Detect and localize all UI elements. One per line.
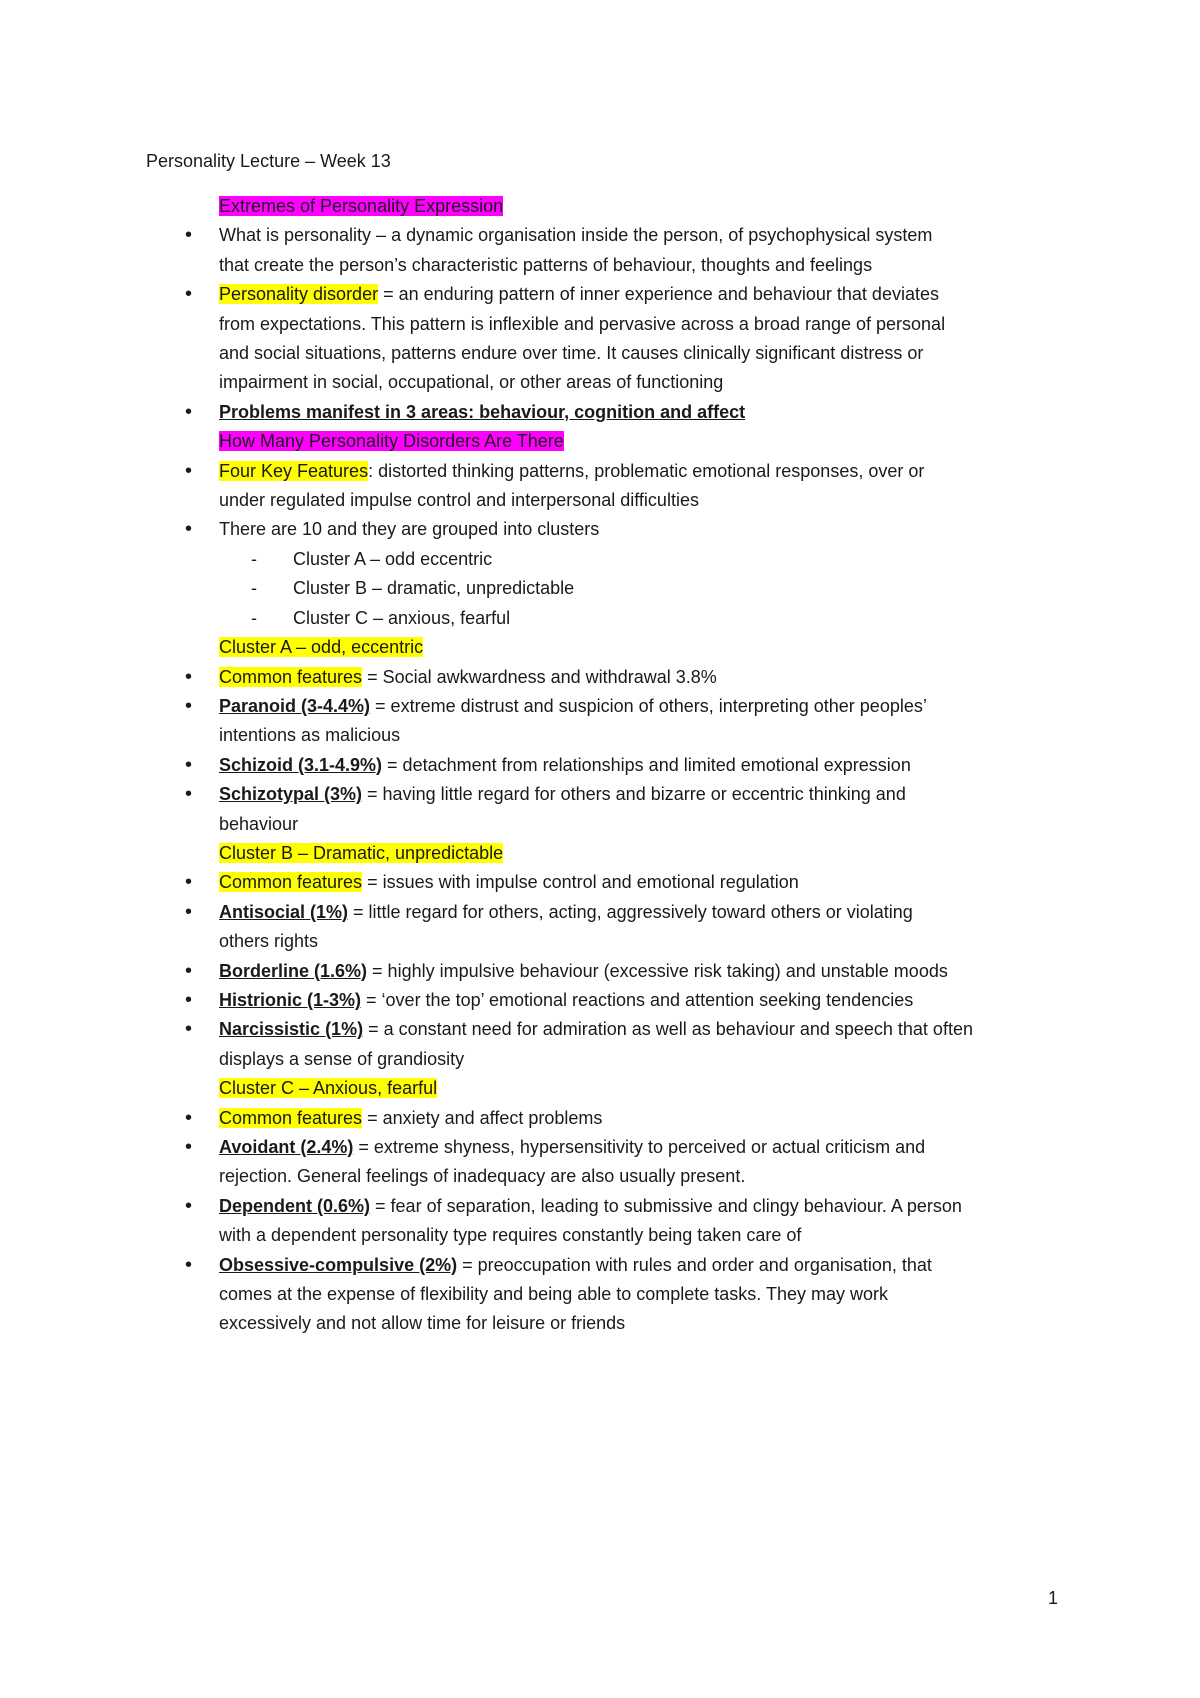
heading-text: Cluster A – odd, eccentric bbox=[219, 637, 424, 658]
term-bold: Avoidant (2.4%) bbox=[219, 1137, 354, 1157]
list-item-continuation: intentions as malicious bbox=[219, 725, 401, 746]
heading-text: Extremes of Personality Expression bbox=[219, 196, 504, 216]
list-item bbox=[219, 1015, 1099, 1044]
sub-list-item: - Cluster A – odd eccentric bbox=[219, 545, 1099, 574]
list-item bbox=[219, 280, 1099, 309]
list-item-continuation: others rights bbox=[219, 931, 319, 952]
term-bold: Schizoid (3.1-4.9%) bbox=[219, 754, 383, 775]
term-highlight: Personality disorder bbox=[219, 284, 379, 305]
list-item bbox=[219, 868, 1099, 897]
definition-text: = a constant need for admiration as well as behaviour and speech that often bbox=[363, 1019, 973, 1040]
term-bold: Schizotypal (3%) bbox=[219, 784, 363, 805]
list-item bbox=[219, 986, 1099, 1015]
list-item-continuation: impairment in social, occupational, or other areas of functioning bbox=[219, 372, 724, 393]
list-item: • There are 10 and they are grouped into clusters bbox=[219, 515, 1099, 544]
heading-text: Cluster B – Dramatic, unpredictable bbox=[219, 842, 504, 863]
list-item bbox=[219, 751, 1099, 780]
sub-list-item: - Cluster C – anxious, fearful bbox=[219, 604, 1099, 633]
term-bold: Histrionic (1-3%) bbox=[219, 989, 362, 1010]
term-highlight: Common features bbox=[219, 872, 363, 893]
term-highlight: Common features bbox=[219, 666, 363, 687]
list-item-continuation: that create the person’s characteristic patterns of behaviour, thoughts and feelings bbox=[219, 254, 873, 275]
definition-text: = extreme distrust and suspicion of others, interpreting other peoples’ bbox=[370, 695, 927, 716]
document-title: Personality Lecture – Week 13 bbox=[146, 151, 391, 171]
definition-text: = highly impulsive behaviour (excessive risk taking) and unstable moods bbox=[367, 960, 948, 981]
list-item bbox=[219, 1192, 1099, 1221]
definition-text: = preoccupation with rules and order and organisation, that bbox=[457, 1254, 932, 1275]
section-heading bbox=[219, 839, 1099, 868]
list-item bbox=[219, 1133, 1099, 1162]
list-item-continuation: comes at the expense of flexibility and being able to complete tasks. They may work bbox=[219, 1284, 889, 1305]
definition-text: : distorted thinking patterns, problematic emotional responses, over or bbox=[368, 460, 925, 481]
list-item bbox=[219, 663, 1099, 692]
term-bold: Narcissistic (1%) bbox=[219, 1019, 364, 1040]
list-item bbox=[219, 692, 1099, 721]
list-item-continuation: with a dependent personality type requires constantly being taken care of bbox=[219, 1225, 802, 1246]
list-item bbox=[219, 957, 1099, 986]
list-item bbox=[219, 780, 1099, 809]
document-body bbox=[219, 192, 1099, 1339]
heading-text: How Many Personality Disorders Are There bbox=[219, 431, 564, 452]
list-item bbox=[219, 1251, 1099, 1280]
section-heading bbox=[219, 427, 1099, 456]
list-item-continuation: under regulated impulse control and interpersonal difficulties bbox=[219, 490, 699, 511]
list-item bbox=[219, 1104, 1099, 1133]
section-heading bbox=[219, 633, 1099, 662]
definition-text: = an enduring pattern of inner experience and behaviour that deviates bbox=[378, 284, 939, 305]
list-item-continuation: excessively and not allow time for leisure or friends bbox=[219, 1313, 626, 1334]
definition-text: = Social awkwardness and withdrawal 3.8% bbox=[362, 666, 717, 687]
bold-underlined-text: Problems manifest in 3 areas: behaviour, cognition and affect bbox=[219, 401, 746, 422]
definition-text: = detachment from relationships and limited emotional expression bbox=[382, 754, 911, 775]
definition-text: = extreme shyness, hypersensitivity to perceived or actual criticism and bbox=[353, 1137, 926, 1157]
list-item-continuation: rejection. General feelings of inadequacy are also usually present. bbox=[219, 1166, 746, 1187]
section-heading bbox=[219, 192, 1099, 221]
heading-text: Cluster C – Anxious, fearful bbox=[219, 1078, 438, 1099]
definition-text: = ‘over the top’ emotional reactions and attention seeking tendencies bbox=[361, 989, 914, 1010]
definition-text: = issues with impulse control and emotional regulation bbox=[362, 872, 799, 893]
list-item-continuation: behaviour bbox=[219, 813, 299, 834]
page-number: 1 bbox=[1048, 1588, 1059, 1608]
term-bold: Antisocial (1%) bbox=[219, 901, 349, 922]
term-bold: Dependent (0.6%) bbox=[219, 1195, 371, 1216]
term-bold: Borderline (1.6%) bbox=[219, 960, 368, 981]
definition-text: = little regard for others, acting, aggressively toward others or violating bbox=[348, 901, 913, 922]
definition-text: = having little regard for others and bizarre or eccentric thinking and bbox=[362, 784, 906, 805]
definition-text: = anxiety and affect problems bbox=[362, 1107, 603, 1128]
term-highlight: Common features bbox=[219, 1107, 363, 1128]
definition-text: = fear of separation, leading to submissive and clingy behaviour. A person bbox=[370, 1195, 962, 1216]
list-item: • What is personality – a dynamic organisation inside the person, of psychophysical system bbox=[219, 221, 1099, 250]
section-heading bbox=[219, 1074, 1099, 1103]
list-item-continuation: and social situations, patterns endure over time. It causes clinically significant distress or bbox=[219, 343, 924, 364]
term-highlight: Four Key Features bbox=[219, 460, 369, 481]
term-bold: Obsessive-compulsive (2%) bbox=[219, 1254, 458, 1275]
list-item bbox=[219, 898, 1099, 927]
list-item-continuation: from expectations. This pattern is inflexible and pervasive across a broad range of personal bbox=[219, 313, 946, 334]
list-item bbox=[219, 457, 1099, 486]
list-item bbox=[219, 398, 1099, 427]
term-bold: Paranoid (3-4.4%) bbox=[219, 695, 371, 716]
list-item-continuation: displays a sense of grandiosity bbox=[219, 1048, 465, 1069]
sub-list-item: - Cluster B – dramatic, unpredictable bbox=[219, 574, 1099, 603]
